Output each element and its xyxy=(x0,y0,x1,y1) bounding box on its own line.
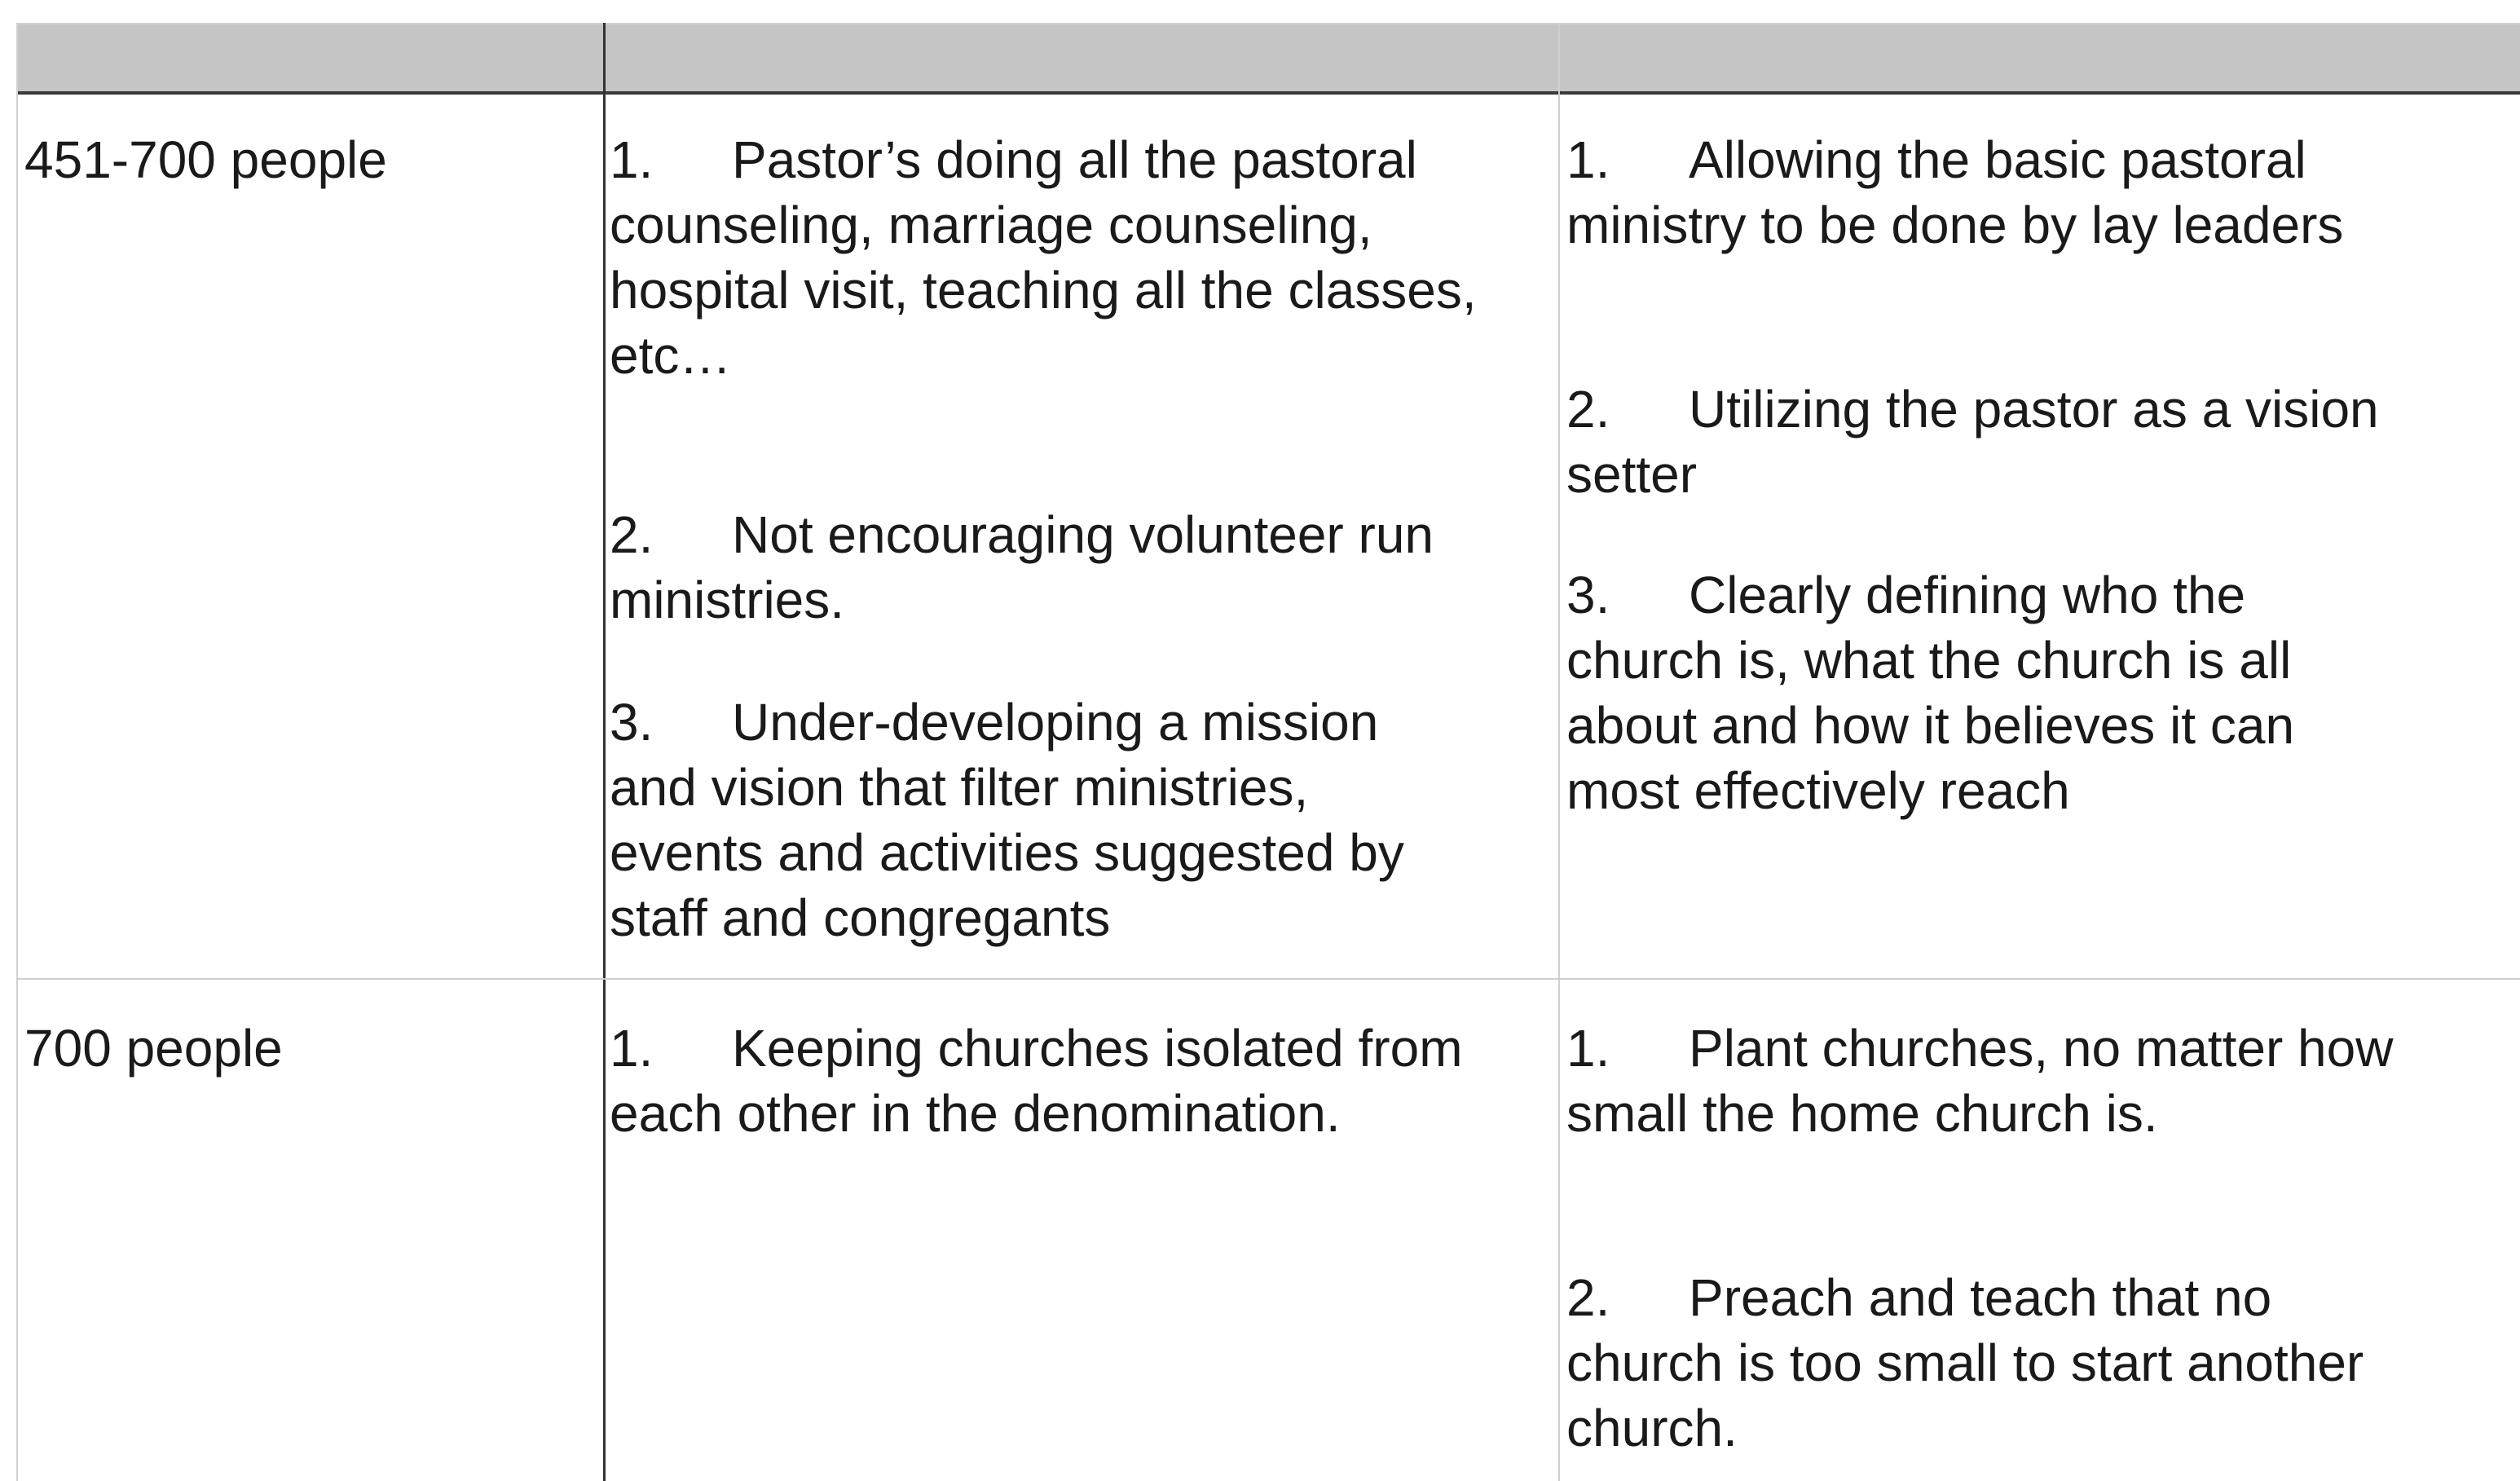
table-cell-size xyxy=(24,1016,595,1081)
row-divider xyxy=(16,978,2520,980)
list-item xyxy=(610,1016,1547,1146)
list-item xyxy=(1566,562,2365,823)
list-text: Pastor’s doing all the pastoral counseling, marriage counseling, hospital visit, teaching all the classes, etc… xyxy=(610,130,1477,385)
column-border-2 xyxy=(1558,23,1560,1481)
list-number: 1. xyxy=(1566,130,1610,189)
list-text: Utilizing the pastor as a vision setter xyxy=(1566,380,2379,504)
list-text: Keeping churches isolated from each other in the denomination. xyxy=(610,1019,1463,1143)
list-item xyxy=(1566,377,2463,507)
table-cell-size xyxy=(24,127,595,192)
row-size-label: 451-700 people xyxy=(24,130,387,189)
list-item xyxy=(610,502,1522,633)
list-item xyxy=(1566,1016,2463,1146)
list-number: 3. xyxy=(1566,566,1610,624)
list-number: 1. xyxy=(1566,1019,1610,1078)
table-header-row xyxy=(16,23,2520,93)
column-border-1 xyxy=(603,23,606,1481)
list-item xyxy=(610,127,1522,388)
list-number: 1. xyxy=(610,130,654,189)
list-text: Plant churches, no matter how small the home church is. xyxy=(1566,1019,2394,1143)
list-item xyxy=(610,690,1474,950)
list-text: Preach and teach that no church is too small to start another church. xyxy=(1566,1268,2364,1457)
list-item xyxy=(1566,127,2430,258)
list-number: 2. xyxy=(1566,1268,1610,1327)
list-number: 2. xyxy=(610,505,654,564)
list-text: Not encouraging volunteer run ministries. xyxy=(610,505,1434,629)
list-text: Allowing the basic pastoral ministry to be done by lay leaders xyxy=(1566,130,2344,254)
list-item xyxy=(1566,1265,2430,1461)
list-number: 2. xyxy=(1566,380,1610,439)
row-size-label: 700 people xyxy=(24,1019,283,1078)
list-text: Clearly defining who the church is, what the church is all about and how it believes it can most effectively reach xyxy=(1566,566,2295,820)
list-number: 3. xyxy=(610,693,654,752)
list-text: Under-developing a mission and vision that filter ministries, events and activities suggested by staff and congregants xyxy=(610,693,1404,947)
list-number: 1. xyxy=(610,1019,654,1078)
header-divider xyxy=(16,91,2520,95)
column-border-left xyxy=(16,23,18,1481)
